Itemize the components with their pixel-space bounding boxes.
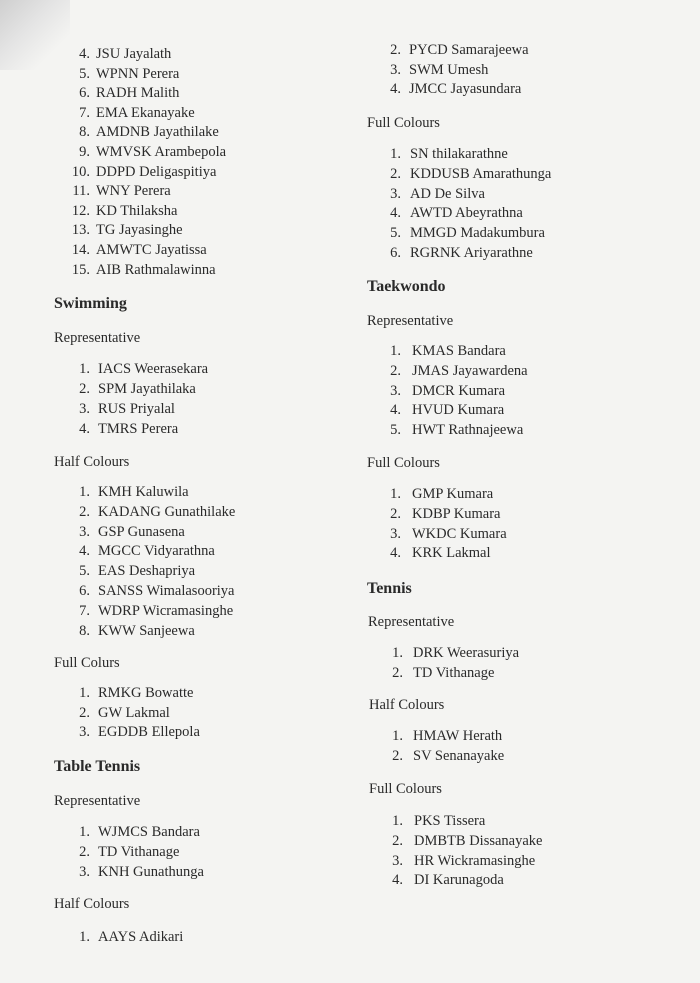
list-item-name: SN thilakarathne: [410, 146, 508, 162]
subheading-representative: Representative: [54, 793, 141, 809]
list-item-name: DDPD Deligaspitiya: [96, 163, 217, 180]
list-item-name: HVUD Kumara: [412, 402, 505, 419]
list-item-name: KMAS Bandara: [412, 343, 506, 359]
list-item-number: 11.: [72, 183, 90, 200]
list-item-number: 1.: [390, 146, 401, 162]
list-item-number: 3.: [390, 185, 401, 202]
list-item-number: 1.: [79, 361, 90, 377]
list-item-name: GMP Kumara: [412, 486, 494, 502]
list-item-number: 6.: [390, 245, 401, 261]
list-item-name: DRK Weerasuriya: [413, 645, 520, 661]
list-item-number: 2.: [390, 165, 401, 182]
list-item-number: 3.: [390, 525, 401, 542]
list-item-name: JSU Jayalath: [96, 46, 172, 62]
list-item-name: PYCD Samarajeewa: [409, 42, 529, 58]
list-item-name: AAYS Adikari: [98, 929, 184, 945]
list-item-number: 3.: [79, 523, 90, 540]
list-item-name: DMBTB Dissanayake: [414, 832, 543, 849]
list-item-name: SANSS Wimalasooriya: [98, 583, 235, 599]
list-item-name: HMAW Herath: [413, 728, 503, 744]
list-item-number: 1.: [390, 486, 401, 502]
list-item-name: KADANG Gunathilake: [98, 503, 236, 520]
list-item-number: 5.: [79, 563, 90, 580]
list-item-name: AIB Rathmalawinna: [96, 261, 216, 278]
subheading-full-colours: Full Colours: [369, 781, 442, 797]
list-item-number: 2.: [79, 381, 90, 397]
list-item-number: 1.: [392, 728, 403, 744]
list-item-number: 1.: [390, 343, 401, 359]
list-item-name: SV Senanayake: [413, 747, 505, 764]
list-item-name: MGCC Vidyarathna: [98, 543, 215, 560]
list-item-name: EMA Ekanayake: [96, 104, 195, 121]
list-item-number: 2.: [390, 42, 401, 58]
list-item-number: 14.: [71, 242, 90, 258]
subheading-representative: Representative: [368, 614, 455, 630]
list-item-name: GW Lakmal: [98, 704, 170, 721]
list-item-name: DMCR Kumara: [412, 382, 506, 399]
list-item-number: 3.: [79, 724, 90, 740]
list-item-name: WNY Perera: [96, 183, 171, 200]
list-item-number: 2.: [79, 704, 90, 721]
list-item-name: AMWTC Jayatissa: [96, 242, 207, 258]
list-item-number: 3.: [390, 382, 401, 399]
list-item-number: 4.: [390, 545, 401, 562]
list-item-number: 3.: [79, 401, 90, 417]
list-item-name: KDBP Kumara: [412, 505, 501, 522]
list-item-number: 6.: [79, 583, 90, 599]
list-item-number: 5.: [390, 422, 401, 439]
list-item-number: 2.: [390, 362, 401, 379]
list-item-number: 2.: [392, 747, 403, 764]
list-item-number: 8.: [79, 622, 90, 639]
list-item-number: 7.: [79, 104, 90, 121]
list-item-number: 4.: [390, 81, 401, 97]
list-item-name: GSP Gunasena: [98, 523, 185, 540]
list-item-number: 6.: [79, 85, 90, 102]
section-heading-tennis: Tennis: [367, 580, 412, 597]
list-item-name: WKDC Kumara: [412, 525, 507, 542]
list-item-name: RGRNK Ariyarathne: [410, 245, 533, 261]
list-item-name: EAS Deshapriya: [98, 563, 196, 580]
list-item-name: PKS Tissera: [414, 813, 486, 829]
list-item-number: 2.: [79, 503, 90, 520]
list-item-number: 1.: [79, 929, 90, 945]
list-item-number: 4.: [392, 872, 403, 889]
list-item-name: WDRP Wicramasinghe: [98, 602, 234, 619]
list-item-name: KDDUSB Amarathunga: [410, 165, 552, 182]
list-item-number: 4.: [79, 46, 90, 62]
list-item-name: DI Karunagoda: [414, 872, 504, 889]
list-item-name: KMH Kaluwila: [98, 484, 189, 500]
list-item-name: WJMCS Bandara: [98, 824, 200, 840]
subheading-representative: Representative: [54, 330, 141, 346]
subheading-representative: Representative: [367, 313, 454, 329]
subheading-half-colours: Half Colours: [369, 697, 445, 713]
list-item-name: TG Jayasinghe: [96, 222, 183, 239]
list-item-name: SWM Umesh: [409, 61, 489, 78]
section-heading-swimming: Swimming: [54, 295, 127, 312]
page-corner-shadow: [0, 0, 70, 70]
list-item-name: TMRS Perera: [98, 421, 179, 437]
list-item-number: 9.: [79, 144, 90, 160]
list-item-number: 13.: [71, 222, 90, 239]
list-item-name: AD De Silva: [410, 185, 485, 202]
list-item-name: SPM Jayathilaka: [98, 381, 196, 397]
list-item-number: 8.: [79, 124, 90, 141]
list-item-number: 7.: [79, 602, 90, 619]
list-item-name: IACS Weerasekara: [98, 361, 209, 377]
list-item-number: 4.: [390, 402, 401, 419]
list-item-name: TD Vithanage: [98, 844, 180, 860]
list-item-number: 2.: [392, 832, 403, 849]
list-item-number: 15.: [71, 261, 90, 278]
list-item-name: RMKG Bowatte: [98, 685, 194, 701]
list-item-number: 1.: [392, 645, 403, 661]
list-item-name: KD Thilaksha: [96, 202, 178, 219]
list-item-name: EGDDB Ellepola: [98, 724, 200, 740]
list-item-name: MMGD Madakumbura: [410, 225, 545, 242]
list-item-number: 4.: [79, 543, 90, 560]
list-item-number: 3.: [392, 852, 403, 869]
list-item-name: JMAS Jayawardena: [412, 362, 528, 379]
list-item-number: 5.: [390, 225, 401, 242]
list-item-number: 1.: [79, 685, 90, 701]
list-item-name: TD Vithanage: [413, 664, 495, 681]
list-item-name: KWW Sanjeewa: [98, 622, 195, 639]
subheading-full-colours: Full Colours: [367, 115, 440, 131]
list-item-name: KRK Lakmal: [412, 545, 491, 562]
list-item-number: 10.: [71, 163, 90, 180]
list-item-number: 1.: [392, 813, 403, 829]
section-heading-table-tennis: Table Tennis: [54, 758, 141, 775]
list-item-number: 4.: [79, 421, 90, 437]
subheading-half-colours: Half Colours: [54, 896, 130, 912]
subheading-full-colours: Full Colurs: [54, 655, 120, 671]
list-item-name: RUS Priyalal: [98, 401, 175, 417]
list-item-number: 2.: [390, 505, 401, 522]
section-heading-taekwondo: Taekwondo: [367, 278, 446, 295]
list-item-number: 3.: [79, 864, 90, 880]
list-item-number: 12.: [71, 202, 90, 219]
list-item-number: 4.: [390, 205, 401, 222]
list-item-name: AMDNB Jayathilake: [96, 124, 219, 141]
list-item-number: 2.: [392, 664, 403, 681]
list-item-name: AWTD Abeyrathna: [410, 205, 523, 222]
list-item-name: JMCC Jayasundara: [409, 81, 522, 97]
subheading-half-colours: Half Colours: [54, 454, 130, 470]
list-item-name: WPNN Perera: [96, 65, 180, 82]
list-item-number: 1.: [79, 824, 90, 840]
list-item-number: 5.: [79, 65, 90, 82]
list-item-number: 1.: [79, 484, 90, 500]
list-item-name: RADH Malith: [96, 85, 180, 102]
list-item-name: WMVSK Arambepola: [96, 144, 227, 160]
list-item-number: 3.: [390, 61, 401, 78]
list-item-name: HR Wickramasinghe: [414, 852, 536, 869]
list-item-name: HWT Rathnajeewa: [412, 422, 524, 439]
list-item-name: KNH Gunathunga: [98, 864, 204, 880]
list-item-number: 2.: [79, 844, 90, 860]
subheading-full-colours: Full Colours: [367, 455, 440, 471]
